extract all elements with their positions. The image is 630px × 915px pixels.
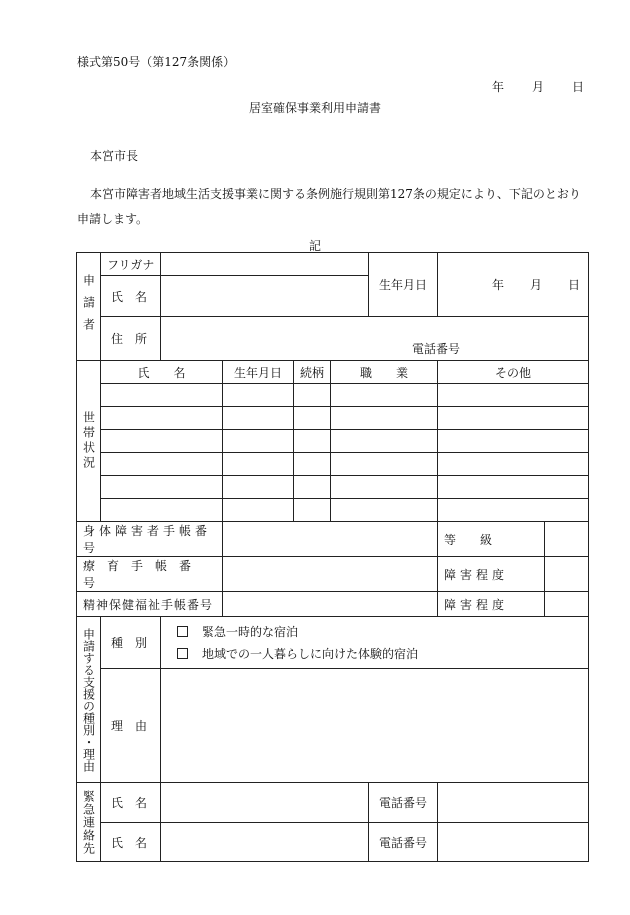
ryoiku-notebook-label: 療育手帳番号: [77, 557, 223, 592]
checkbox-icon[interactable]: [177, 648, 188, 659]
household-other-cell[interactable]: [438, 407, 589, 430]
applicant-phone-label: 電話番号: [412, 342, 461, 356]
household-col-occupation: 職 業: [331, 361, 438, 384]
household-name-cell[interactable]: [101, 499, 223, 522]
emergency-section-label: 緊急連絡先: [77, 783, 101, 862]
degree-field-2[interactable]: [545, 592, 589, 617]
household-col-birthdate: 生年月日: [223, 361, 294, 384]
header-date-year: 年: [492, 80, 505, 94]
household-occupation-cell[interactable]: [331, 430, 438, 453]
household-row: [77, 407, 589, 430]
birth-month: 月: [530, 278, 543, 292]
household-occupation-cell[interactable]: [331, 407, 438, 430]
household-relation-cell[interactable]: [294, 453, 331, 476]
household-name-cell[interactable]: [101, 384, 223, 407]
degree-label-2: 障害程度: [438, 592, 545, 617]
applicant-birthdate-field[interactable]: [438, 253, 589, 317]
household-name-cell[interactable]: [101, 476, 223, 499]
emergency-phone-field[interactable]: [438, 783, 589, 823]
household-occupation-cell[interactable]: [331, 476, 438, 499]
household-other-cell[interactable]: [438, 476, 589, 499]
emergency-name-label: 氏 名: [101, 783, 161, 823]
option-emergency[interactable]: [161, 621, 588, 643]
emergency-phone-label: 電話番号: [369, 783, 438, 823]
support-type-options: [161, 617, 589, 669]
household-section-label: 世帯状況: [77, 361, 101, 522]
applicant-name-field[interactable]: [161, 276, 369, 317]
applicant-section-label: 申請者: [77, 253, 101, 361]
option-label: 緊急一時的な宿泊: [202, 625, 299, 639]
household-relation-cell[interactable]: [294, 499, 331, 522]
household-birth-cell[interactable]: [223, 476, 294, 499]
household-relation-cell[interactable]: [294, 430, 331, 453]
grade-field[interactable]: [545, 522, 589, 557]
mental-notebook-field[interactable]: [223, 592, 438, 617]
document-title: 居室確保事業利用申請書: [248, 101, 381, 115]
checkbox-icon[interactable]: [177, 626, 188, 637]
household-row: [77, 430, 589, 453]
option-trial-stay[interactable]: [161, 643, 588, 665]
emergency-name-field-2[interactable]: [161, 823, 369, 862]
header-date: [492, 78, 584, 95]
furigana-field[interactable]: [161, 253, 369, 276]
ki-mark: 記: [308, 239, 321, 253]
household-birth-cell[interactable]: [223, 430, 294, 453]
household-birth-cell[interactable]: [223, 453, 294, 476]
household-other-cell[interactable]: [438, 499, 589, 522]
household-relation-cell[interactable]: [294, 384, 331, 407]
applicant-address-field[interactable]: [161, 317, 589, 361]
household-relation-cell[interactable]: [294, 476, 331, 499]
household-birth-cell[interactable]: [223, 407, 294, 430]
household-occupation-cell[interactable]: [331, 384, 438, 407]
household-row: [77, 499, 589, 522]
household-occupation-cell[interactable]: [331, 453, 438, 476]
addressee: 本宮市長: [90, 149, 139, 163]
mental-notebook-label: 精神保健福祉手帳番号: [77, 592, 223, 617]
household-col-relation: 続柄: [294, 361, 331, 384]
household-birth-cell[interactable]: [223, 384, 294, 407]
household-other-cell[interactable]: [438, 384, 589, 407]
applicant-birthdate-label: 生年月日: [369, 253, 438, 317]
household-col-other: その他: [438, 361, 589, 384]
header-date-day: 日: [572, 80, 585, 94]
household-name-cell[interactable]: [101, 430, 223, 453]
physical-notebook-label: 身体障害者手帳番号: [77, 522, 223, 557]
applicant-name-label: 氏 名: [101, 276, 161, 317]
household-relation-cell[interactable]: [294, 407, 331, 430]
degree-label: 障害程度: [438, 557, 545, 592]
grade-label: 等 級: [438, 522, 545, 557]
household-col-name: 氏 名: [101, 361, 223, 384]
support-section-label: 申請する支援の種別・理由: [77, 617, 101, 783]
support-reason-label: 理 由: [101, 669, 161, 783]
body-text: 本宮市障害者地域生活支援事業に関する条例施行規則第127条の規定により、下記のとおり申請します。: [77, 187, 581, 226]
furigana-label: フリガナ: [101, 253, 161, 276]
support-reason-field[interactable]: [161, 669, 589, 783]
physical-notebook-field[interactable]: [223, 522, 438, 557]
support-type-label: 種 別: [101, 617, 161, 669]
emergency-name-field[interactable]: [161, 783, 369, 823]
degree-field[interactable]: [545, 557, 589, 592]
emergency-phone-label-2: 電話番号: [369, 823, 438, 862]
birth-day: 日: [568, 278, 581, 292]
household-row: [77, 384, 589, 407]
header-date-month: 月: [532, 80, 545, 94]
applicant-address-label: 住 所: [101, 317, 161, 361]
birth-year: 年: [492, 278, 505, 292]
household-row: [77, 476, 589, 499]
household-other-cell[interactable]: [438, 453, 589, 476]
form-number: 様式第50号（第127条関係）: [77, 55, 236, 69]
household-birth-cell[interactable]: [223, 499, 294, 522]
household-other-cell[interactable]: [438, 430, 589, 453]
application-form-table: [76, 252, 589, 862]
household-occupation-cell[interactable]: [331, 499, 438, 522]
household-name-cell[interactable]: [101, 453, 223, 476]
ryoiku-notebook-field[interactable]: [223, 557, 438, 592]
household-name-cell[interactable]: [101, 407, 223, 430]
emergency-name-label-2: 氏 名: [101, 823, 161, 862]
emergency-phone-field-2[interactable]: [438, 823, 589, 862]
option-label: 地域での一人暮らしに向けた体験的宿泊: [202, 647, 419, 661]
household-row: [77, 453, 589, 476]
